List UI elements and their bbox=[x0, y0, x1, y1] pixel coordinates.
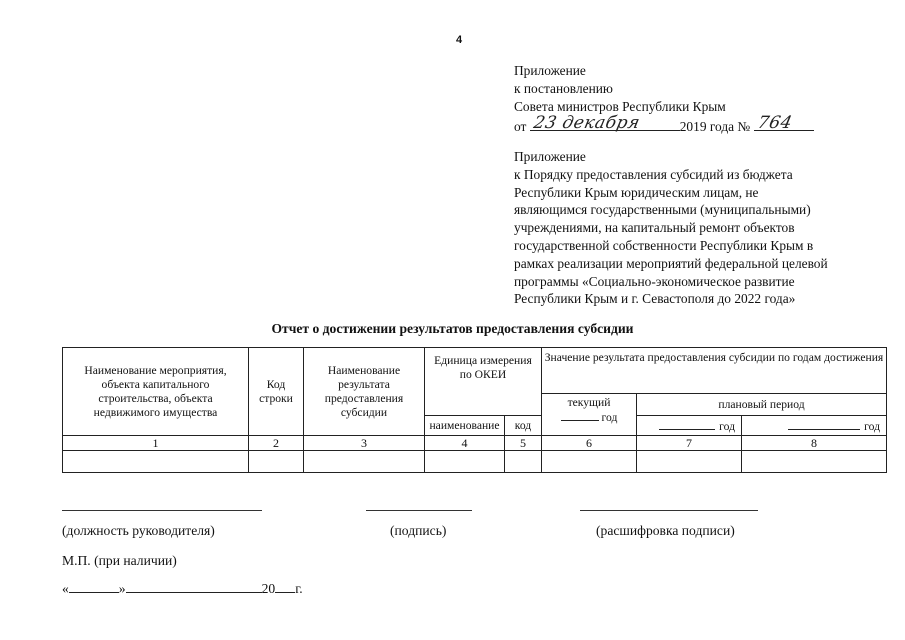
procedure-line: Республики Крым и г. Севастополя до 2022 года» bbox=[514, 291, 796, 307]
approval-line-3: Совета министров Республики Крым bbox=[514, 99, 726, 114]
stamp-label: М.П. (при наличии) bbox=[62, 553, 177, 568]
column-number: 8 bbox=[742, 436, 887, 451]
column-number: 4 bbox=[425, 436, 505, 451]
column-number: 3 bbox=[304, 436, 425, 451]
header-result-name: Наименование результата предоставления субсидии bbox=[304, 348, 425, 436]
header-current bbox=[542, 394, 637, 436]
number-field bbox=[754, 113, 814, 133]
header-plan-year-2 bbox=[742, 416, 887, 436]
year-prefix: 20 bbox=[261, 581, 276, 596]
date-suffix: 2019 года № bbox=[679, 119, 751, 134]
approval-block bbox=[514, 62, 814, 136]
table-cell[interactable] bbox=[425, 451, 505, 473]
header-current-label: текущий bbox=[567, 396, 611, 409]
header-current-year: год bbox=[601, 411, 618, 424]
column-number: 2 bbox=[249, 436, 304, 451]
column-number: 7 bbox=[637, 436, 742, 451]
plan-year-1-label: год bbox=[719, 420, 735, 433]
table-cell[interactable] bbox=[304, 451, 425, 473]
report-title: Отчет о достижении результатов предоставления субсидии bbox=[271, 321, 634, 336]
year-blank[interactable] bbox=[275, 580, 295, 593]
table-cell[interactable] bbox=[249, 451, 304, 473]
header-unit-name: наименование bbox=[425, 416, 505, 436]
header-value: Значение результата предоставления субсидии по годам достижения bbox=[542, 348, 887, 394]
column-number: 6 bbox=[542, 436, 637, 451]
header-row-1 bbox=[63, 348, 887, 394]
procedure-line: учреждениями, на капитальный ремонт объектов bbox=[514, 220, 795, 236]
signature-line[interactable] bbox=[366, 510, 472, 511]
header-row-code: Код строки bbox=[249, 348, 304, 436]
position-label: (должность руководителя) bbox=[62, 523, 215, 538]
decoding-line[interactable] bbox=[580, 510, 758, 511]
procedure-block bbox=[514, 148, 894, 308]
procedure-line: Приложение bbox=[514, 149, 586, 164]
table-cell[interactable] bbox=[742, 451, 887, 473]
table-cell[interactable] bbox=[637, 451, 742, 473]
close-quote: » bbox=[118, 581, 126, 596]
bottom-date-line bbox=[62, 580, 303, 597]
procedure-line: государственной собственности Республики Крым в bbox=[514, 237, 814, 253]
year-suffix: г. bbox=[295, 581, 303, 596]
table-cell[interactable] bbox=[505, 451, 542, 473]
decoding-label: (расшифровка подписи) bbox=[596, 523, 735, 538]
header-event-name: Наименование мероприятия, объекта капитального строительства, объекта недвижимого имущества bbox=[63, 348, 249, 436]
header-unit: Единица измерения по ОКЕИ bbox=[425, 348, 542, 416]
date-prefix: от bbox=[514, 119, 527, 134]
header-unit-code: код bbox=[505, 416, 542, 436]
table-row bbox=[63, 451, 887, 473]
position-line[interactable] bbox=[62, 510, 262, 511]
procedure-line: рамках реализации мероприятий федеральной целевой bbox=[514, 255, 828, 271]
month-blank[interactable] bbox=[126, 580, 262, 593]
open-quote: « bbox=[62, 581, 69, 596]
header-plan-year-1 bbox=[637, 416, 742, 436]
plan-year-2-blank bbox=[788, 419, 860, 430]
plan-year-1-blank bbox=[659, 419, 715, 430]
signature-label: (подпись) bbox=[390, 523, 447, 538]
table-cell[interactable] bbox=[63, 451, 249, 473]
approval-date-line bbox=[514, 113, 814, 136]
approval-line-2: к постановлению bbox=[514, 81, 613, 96]
column-number: 1 bbox=[63, 436, 249, 451]
report-table bbox=[62, 347, 887, 473]
plan-year-2-label: год bbox=[864, 420, 880, 433]
date-field bbox=[530, 113, 680, 133]
handwritten-number: 764 bbox=[755, 113, 794, 133]
procedure-line: программы «Социально-экономическое развитие bbox=[514, 273, 795, 289]
day-blank[interactable] bbox=[69, 580, 119, 593]
header-plan: плановый период bbox=[637, 394, 887, 416]
procedure-line: являющимся государственными (муниципальными) bbox=[514, 202, 811, 218]
column-number-row bbox=[63, 436, 887, 451]
procedure-line: к Порядку предоставления субсидий из бюджета bbox=[514, 166, 793, 182]
column-number: 5 bbox=[505, 436, 542, 451]
approval-line-1: Приложение bbox=[514, 63, 586, 78]
handwritten-date: 23 декабря bbox=[531, 113, 642, 133]
page-number: 4 bbox=[456, 34, 463, 46]
procedure-line: Республики Крым юридическим лицам, не bbox=[514, 184, 759, 200]
table-cell[interactable] bbox=[542, 451, 637, 473]
header-current-year-wrap bbox=[544, 410, 634, 425]
current-year-blank bbox=[561, 410, 599, 421]
